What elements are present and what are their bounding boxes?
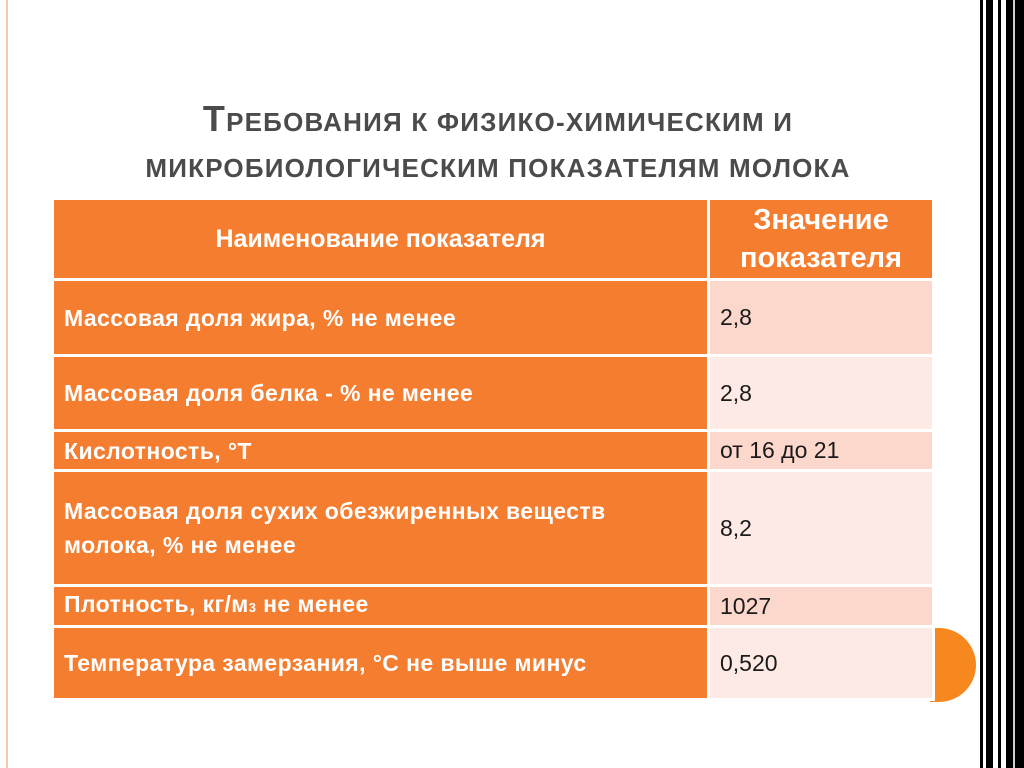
unit-subscript: 3	[248, 600, 257, 615]
indicator-name	[53, 586, 709, 627]
indicator-name-suffix: не менее	[256, 591, 369, 617]
indicator-name: Массовая доля белка - % не менее	[53, 356, 709, 431]
decorative-side-bars	[978, 0, 1024, 768]
header-indicator-name: Наименование показателя	[53, 199, 709, 280]
decorative-orange-circle	[930, 628, 976, 702]
side-bar	[980, 0, 983, 768]
indicator-name: Кислотность, °Т	[53, 431, 709, 471]
slide-title	[60, 96, 936, 191]
table-row	[53, 431, 934, 471]
table-row	[53, 627, 934, 700]
table-row	[53, 280, 934, 356]
table-row	[53, 356, 934, 431]
indicator-value: 0,520	[709, 627, 934, 700]
indicator-value: от 16 до 21	[709, 431, 934, 471]
indicator-name: Массовая доля сухих обезжиренных веществ молока, % не менее	[53, 471, 709, 586]
indicator-value: 8,2	[709, 471, 934, 586]
indicator-value: 2,8	[709, 356, 934, 431]
indicator-value: 2,8	[709, 280, 934, 356]
slide-frame-line	[6, 0, 8, 768]
indicator-name-text: Плотность, кг/м	[64, 591, 249, 617]
table-header-row	[53, 199, 934, 280]
title-first-letter: Т	[202, 98, 227, 139]
side-bar	[986, 0, 993, 768]
indicator-name: Температура замерзания, °С не выше минус	[53, 627, 709, 700]
title-line-1-text: РЕБОВАНИЯ К ФИЗИКО-ХИМИЧЕСКИМ И	[226, 107, 794, 137]
slide-title-line-2: МИКРОБИОЛОГИЧЕСКИМ ПОКАЗАТЕЛЯМ МОЛОКА	[145, 153, 851, 183]
side-bar-stripe	[1013, 0, 1015, 768]
indicator-name: Массовая доля жира, % не менее	[53, 280, 709, 356]
header-indicator-value: Значение показателя	[709, 199, 934, 280]
table-row	[53, 471, 934, 586]
requirements-table	[51, 197, 935, 701]
side-bar	[998, 0, 1001, 768]
slide-title-line-1	[60, 96, 936, 145]
table-row	[53, 586, 934, 627]
indicator-value: 1027	[709, 586, 934, 627]
side-bar	[1006, 0, 1024, 768]
